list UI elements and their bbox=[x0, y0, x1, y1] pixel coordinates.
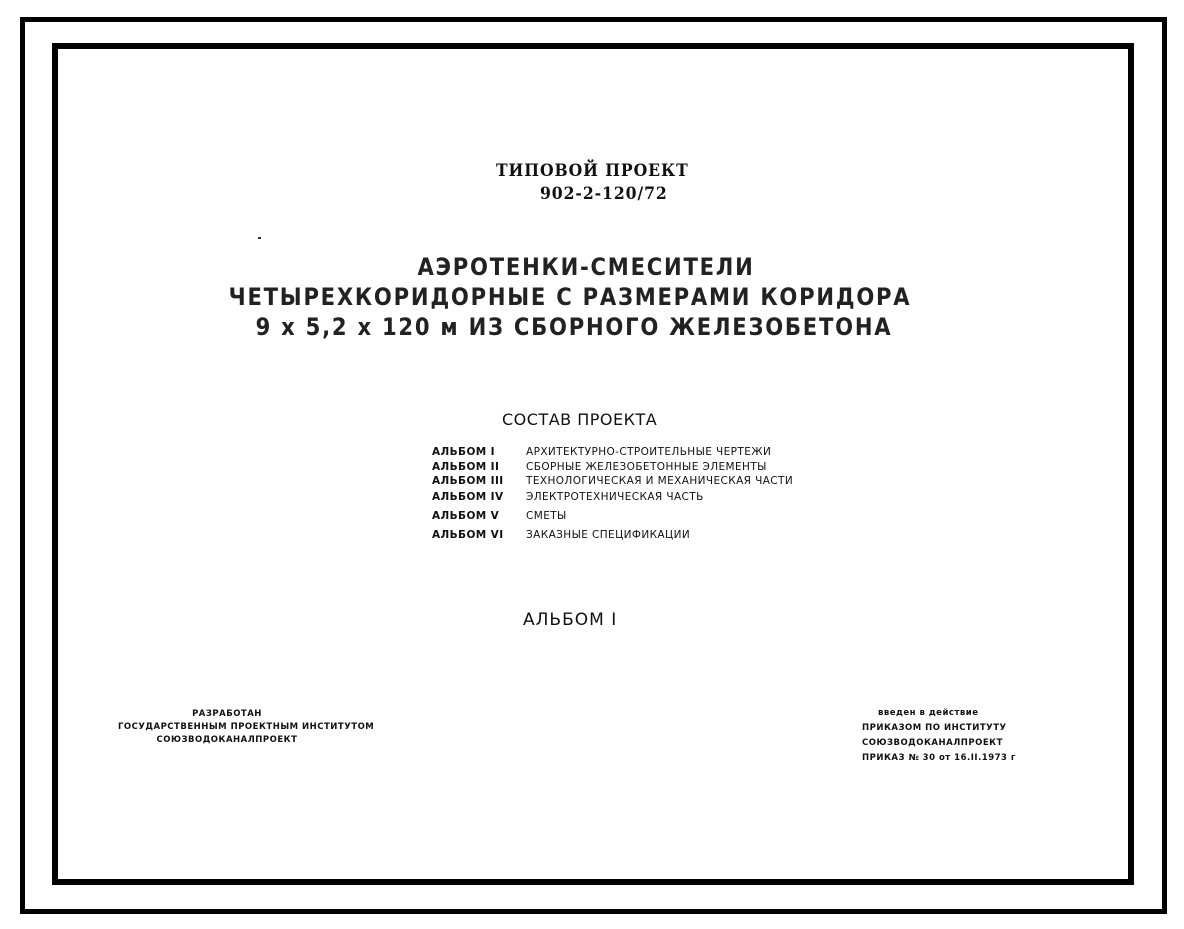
title-line-1: АЭРОТЕНКИ-СМЕСИТЕЛИ bbox=[417, 253, 755, 281]
album-name: АЛЬБОМ V bbox=[432, 510, 500, 522]
album-description: ЗАКАЗНЫЕ СПЕЦИФИКАЦИИ bbox=[526, 529, 691, 541]
project-number: 902-2-120/72 bbox=[540, 184, 668, 204]
speck-mark bbox=[258, 237, 261, 239]
developer-line-1: РАЗРАБОТАН bbox=[192, 709, 262, 719]
list-item bbox=[432, 475, 793, 487]
list-item bbox=[432, 491, 704, 503]
developer-line-2: ГОСУДАРСТВЕННЫМ ПРОЕКТНЫМ ИНСТИТУТОМ bbox=[118, 722, 375, 732]
album-description: СБОРНЫЕ ЖЕЛЕЗОБЕТОННЫЕ ЭЛЕМЕНТЫ bbox=[526, 461, 767, 473]
album-description: ТЕХНОЛОГИЧЕСКАЯ И МЕХАНИЧЕСКАЯ ЧАСТИ bbox=[526, 475, 794, 487]
album-name: АЛЬБОМ I bbox=[432, 446, 495, 458]
enactment-block bbox=[862, 706, 1016, 766]
developer-block bbox=[118, 708, 375, 747]
contents-heading: СОСТАВ ПРОЕКТА bbox=[502, 410, 658, 429]
album-description: АРХИТЕКТУРНО-СТРОИТЕЛЬНЫЕ ЧЕРТЕЖИ bbox=[526, 446, 772, 458]
list-item bbox=[432, 446, 771, 458]
album-name: АЛЬБОМ III bbox=[432, 475, 504, 487]
enactment-line-3: СОЮЗВОДОКАНАЛПРОЕКТ bbox=[862, 738, 1003, 748]
list-item bbox=[432, 529, 690, 541]
list-item bbox=[432, 510, 567, 522]
developer-line-3: СОЮЗВОДОКАНАЛПРОЕКТ bbox=[156, 735, 298, 745]
enactment-line-4: ПРИКАЗ № 30 от 16.II.1973 г bbox=[862, 753, 1016, 763]
enactment-line-1: введен в действие bbox=[878, 708, 979, 718]
album-name: АЛЬБОМ II bbox=[432, 461, 500, 473]
album-name: АЛЬБОМ IV bbox=[432, 491, 504, 503]
album-name: АЛЬБОМ VI bbox=[432, 529, 504, 541]
title-line-2: ЧЕТЫРЕХКОРИДОРНЫЕ С РАЗМЕРАМИ КОРИДОРА bbox=[228, 283, 912, 311]
album-description: СМЕТЫ bbox=[526, 510, 567, 522]
project-type: ТИПОВОЙ ПРОЕКТ bbox=[496, 161, 689, 181]
title-line-3: 9 х 5,2 х 120 м ИЗ СБОРНОГО ЖЕЛЕЗОБЕТОНА bbox=[255, 313, 893, 341]
enactment-line-2: ПРИКАЗОМ ПО ИНСТИТУТУ bbox=[862, 723, 1007, 733]
album-heading: АЛЬБОМ I bbox=[523, 610, 618, 630]
list-item bbox=[432, 461, 767, 473]
album-description: ЭЛЕКТРОТЕХНИЧЕСКАЯ ЧАСТЬ bbox=[526, 491, 704, 503]
